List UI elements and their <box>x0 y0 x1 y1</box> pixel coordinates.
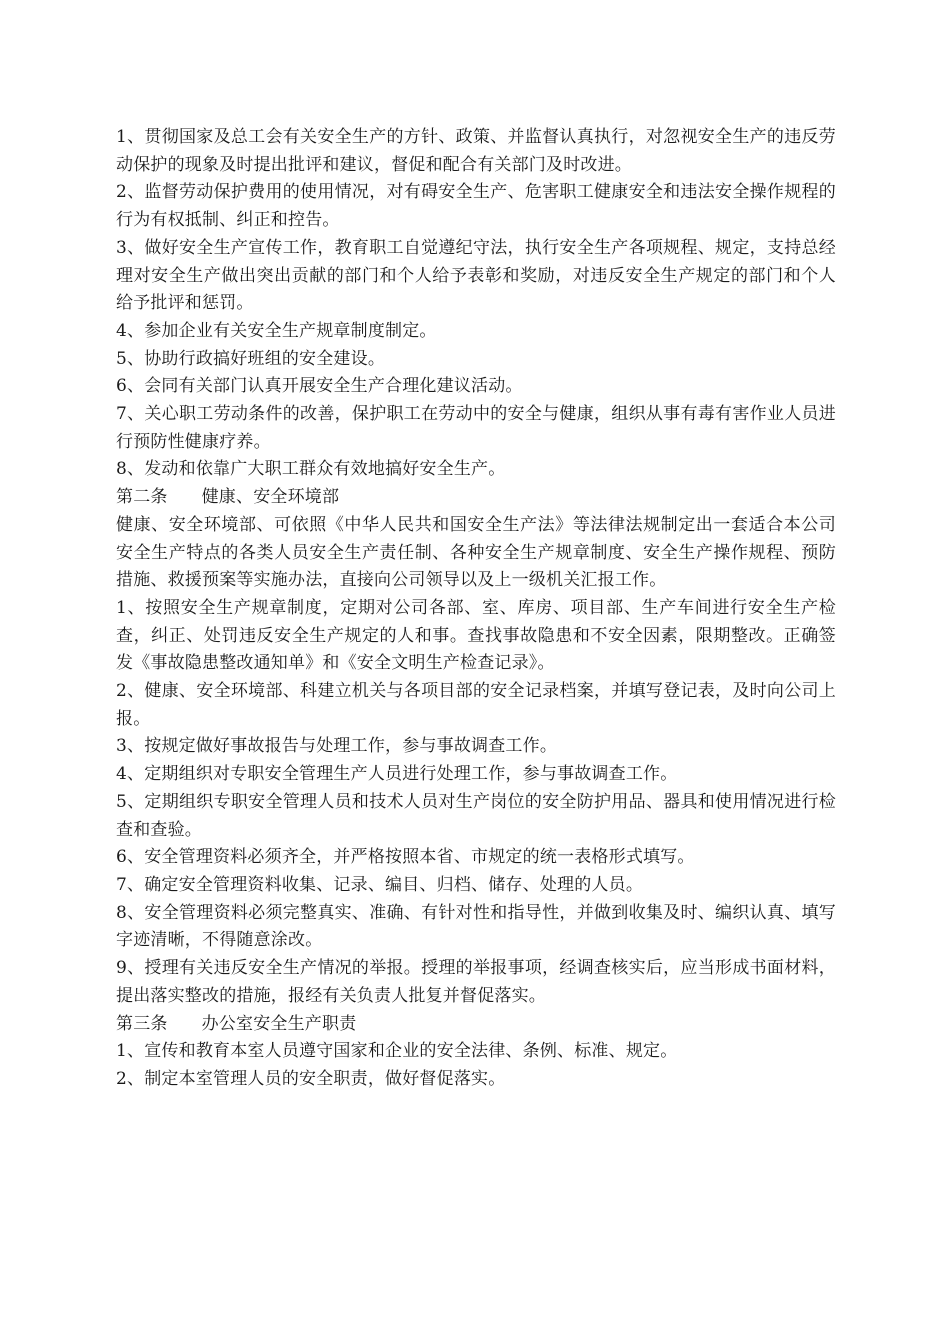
paragraph: 3、做好安全生产宣传工作，教育职工自觉遵纪守法，执行安全生产各项规程、规定，支持总经理对安全生产做出突出贡献的部门和个人给予表彰和奖励，对违反安全生产规定的部门和个人给予批评和惩罚。 <box>116 237 836 314</box>
section-number: 第三条 <box>116 1013 168 1034</box>
paragraph: 8、安全管理资料必须完整真实、准确、有针对性和指导性，并做到收集及时、编织认真、填写字迹清晰，不得随意涂改。 <box>116 902 836 951</box>
paragraph: 7、确定安全管理资料收集、记录、编目、归档、储存、处理的人员。 <box>116 874 644 895</box>
paragraph: 7、关心职工劳动条件的改善，保护职工在劳动中的安全与健康，组织从事有毒有害作业人员进行预防性健康疗养。 <box>116 404 836 452</box>
section-title: 健康、安全环境部 <box>201 487 340 508</box>
paragraph: 6、会同有关部门认真开展安全生产合理化建议活动。 <box>116 376 523 397</box>
paragraph: 1、贯彻国家及总工会有关安全生产的方针、政策、并监督认真执行，对忽视安全生产的违反劳动保护的现象及时提出批评和建议，督促和配合有关部门及时改进。 <box>116 127 836 175</box>
paragraph: 2、健康、安全环境部、科建立机关与各项目部的安全记录档案，并填写登记表，及时向公司上报。 <box>116 681 836 729</box>
section-heading <box>116 1011 836 1039</box>
section-title: 办公室安全生产职责 <box>201 1013 357 1034</box>
section-number: 第二条 <box>116 487 168 508</box>
paragraph: 1、宣传和教育本室人员遵守国家和企业的安全法律、条例、标准、规定。 <box>116 1041 678 1062</box>
paragraph: 6、安全管理资料必须齐全，并严格按照本省、市规定的统一表格形式填写。 <box>116 847 695 868</box>
section-heading <box>116 484 836 512</box>
paragraph: 8、发动和依靠广大职工群众有效地搞好安全生产。 <box>116 459 506 480</box>
paragraph: 5、协助行政搞好班组的安全建设。 <box>116 348 386 369</box>
paragraph: 2、制定本室管理人员的安全职责，做好督促落实。 <box>116 1068 506 1089</box>
paragraph: 4、参加企业有关安全生产规章制度制定。 <box>116 320 437 341</box>
paragraph: 9、授理有关违反安全生产情况的举报。授理的举报事项，经调查核实后，应当形成书面材料，提出落实整改的措施，报经有关负责人批复并督促落实。 <box>116 958 836 1006</box>
paragraph: 健康、安全环境部、可依照《中华人民共和国安全生产法》等法律法规制定出一套适合本公司安全生产特点的各类人员安全生产责任制、各种安全生产规章制度、安全生产操作规程、预防措施、救援预案等实施办法，直接向公司领导以及上一级机关汇报工作。 <box>116 514 836 591</box>
paragraph: 2、监督劳动保护费用的使用情况，对有碍安全生产、危害职工健康安全和违法安全操作规程的行为有权抵制、纠正和控告。 <box>116 182 836 231</box>
paragraph: 3、按规定做好事故报告与处理工作，参与事故调查工作。 <box>116 736 558 757</box>
paragraph: 4、定期组织对专职安全管理生产人员进行处理工作，参与事故调查工作。 <box>116 764 678 785</box>
paragraph: 5、定期组织专职安全管理人员和技术人员对生产岗位的安全防护用品、器具和使用情况进行检查和查验。 <box>116 791 836 840</box>
paragraph: 1、按照安全生产规章制度，定期对公司各部、室、库房、项目部、生产车间进行安全生产检查，纠正、处罚违反安全生产规定的人和事。查找事故隐患和不安全因素，限期整改。正确签发《事故隐患整改通知单》和《安全文明生产检查记录》。 <box>116 597 836 674</box>
document-body <box>116 124 836 1094</box>
